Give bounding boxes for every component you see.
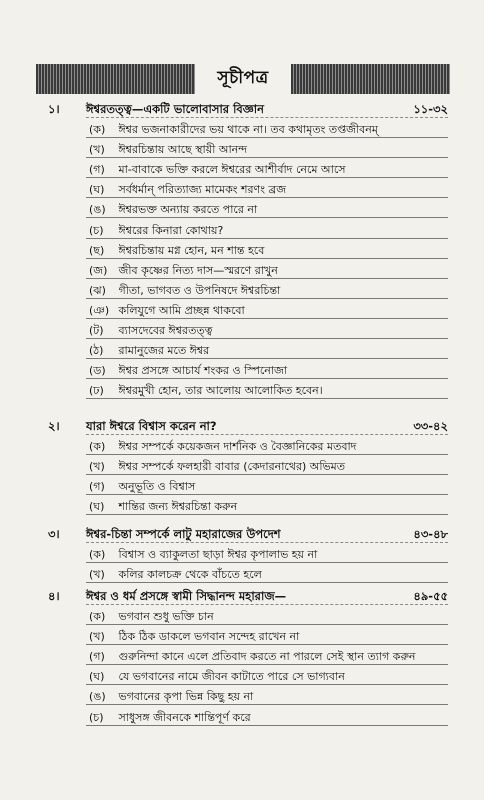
subitem-text: মা-বাবাকে ভক্তি করলে ঈশ্বরের আশীর্বাদ নেমে আসে [118, 163, 346, 177]
chapter-number: ৩। [48, 527, 60, 541]
toc-subitem [89, 181, 449, 201]
subitem-label: (গ) [89, 163, 105, 177]
subitem-text: ঈশ্বরের কিনারা কোথায়? [118, 223, 224, 237]
subitem-text: অনুভূতি ও বিশ্বাস [118, 480, 196, 494]
subitem-label: (ঞ) [89, 303, 110, 317]
subitem-text: রামানুজের মতে ঈশ্বর [118, 344, 210, 358]
subitem-label: (খ) [89, 143, 105, 157]
subitem-text: ভগবানের কৃপা ভিন্ন কিছু হয় না [118, 690, 254, 704]
row-rule [86, 378, 448, 379]
subitem-text: শান্তির জন্য ঈশ্বরচিন্তা করুন [118, 500, 238, 514]
row-rule [86, 398, 448, 399]
heading-divider [86, 434, 448, 435]
heading-divider [86, 117, 448, 118]
toc-subitem [89, 668, 449, 688]
row-rule [86, 582, 448, 583]
row-rule [86, 358, 448, 359]
toc-subitem [89, 282, 449, 302]
chapter-heading [36, 526, 450, 546]
chapter-title: ঈশ্বরতত্ত্ব—একটি ভালোবাসার বিজ্ঞান [86, 102, 265, 116]
subitem-label: (ঠ) [89, 344, 104, 358]
toc-subitem [89, 648, 449, 668]
row-rule [86, 137, 448, 138]
subitem-text: ঈশ্বর ভজনাকারীদের ভয় থাকে না। তব কথামৃতং তপ্তজীবনম্ [118, 123, 378, 136]
title-banner [36, 64, 450, 94]
subitem-label: (ঘ) [89, 500, 105, 514]
subitem-text: ঈশ্বরমুখী হোন, তার আলোয় আলোকিত হবেন। [118, 384, 323, 398]
row-rule [86, 664, 448, 665]
toc-subitem [89, 201, 449, 221]
chapter-page-range: ৩৩-৪২ [413, 419, 448, 433]
subitem-text: গীতা, ভাগবত ও উপনিষদে ঈশ্বরচিন্তা [118, 283, 281, 297]
chapter-title: যারা ঈশ্বরে বিশ্বাস করেন না? [86, 419, 217, 433]
page-title: সূচীপত্র [195, 64, 291, 94]
row-rule [86, 514, 448, 515]
row-rule [86, 157, 448, 158]
chapter-page-range: ৪৩-৪৮ [413, 527, 448, 541]
subitem-text: ব্যাসদেবের ঈশ্বরতত্ত্ব [118, 324, 213, 337]
row-rule [86, 177, 448, 178]
subitem-text: গুরুনিন্দা কানে এলে প্রতিবাদ করতে না পারলে সেই স্থান ত্যাগ করুন [118, 650, 416, 664]
row-rule [86, 494, 448, 495]
subitem-label: (ক) [89, 548, 106, 561]
toc-subitem [89, 498, 449, 518]
toc-subitem [89, 242, 449, 262]
subitem-label: (ঘ) [89, 183, 105, 197]
toc-subitem [89, 709, 449, 729]
chapter-page-range: ৪৯-৫৫ [413, 589, 448, 603]
toc-subitem [89, 322, 449, 342]
row-rule [86, 217, 448, 218]
subitem-label: (জ) [89, 263, 108, 277]
subitem-label: (ঙ) [89, 203, 106, 217]
heading-divider [86, 542, 448, 543]
chapter-page-range: ১১-৩২ [413, 102, 448, 116]
subitem-text: ঈশ্বরভক্ত অন্যায় করতে পারে না [118, 203, 258, 217]
toc-subitem [89, 438, 449, 458]
subitem-label: (গ) [89, 650, 105, 664]
row-rule [86, 704, 448, 705]
row-rule [86, 338, 448, 339]
toc-subitem [89, 342, 449, 362]
subitem-text: বিশ্বাস ও ব্যাকুলতা ছাড়া ঈশ্বর কৃপালাভ হয় না [118, 548, 318, 561]
subitem-label: (ঢ) [89, 384, 104, 398]
toc-subitem [89, 566, 449, 586]
subitem-text: ঈশ্বর সম্পর্কে ফলহারী বাবার (কেদারনাথের) অভিমত [118, 460, 346, 474]
subitem-label: (খ) [89, 460, 105, 474]
toc-subitem [89, 141, 449, 161]
chapter-title: ঈশ্বর ও ধর্ম প্রসঙ্গে স্বামী সিদ্ধানন্দ মহারাজ— [86, 589, 287, 603]
row-rule [86, 644, 448, 645]
subitem-text: ঈশ্বর সম্পর্কে কয়েকজন দার্শনিক ও বৈজ্ঞানিকের মতবাদ [118, 440, 357, 453]
row-rule [86, 474, 448, 475]
subitem-text: ঠিক ঠিক ডাকলে ভগবান সন্দেহ রাখেন না [118, 630, 300, 644]
subitem-text: যে ভগবানের নামে জীবন কাটাতে পারে সে ভাগ্যবান [118, 670, 345, 684]
toc-subitem [89, 302, 449, 322]
toc-subitem [89, 161, 449, 181]
subitem-text: জীব কৃষ্ণের নিত্য দাস—স্মরণে রাখুন [118, 263, 278, 277]
toc-subitem [89, 262, 449, 282]
chapter-heading [36, 418, 450, 438]
subitem-text: সর্বধর্মান্‌ পরিত্যাজ্য মামেকং শরণং ব্রজ [118, 183, 287, 197]
subitem-label: (চ) [89, 223, 104, 237]
row-rule [86, 278, 448, 279]
subitem-label: (ঝ) [89, 283, 106, 297]
toc-subitem [89, 121, 449, 141]
heading-divider [86, 604, 448, 605]
row-rule [86, 624, 448, 625]
subitem-label: (ক) [89, 440, 106, 453]
chapter-number: ৪। [48, 589, 60, 603]
row-rule [86, 318, 448, 319]
subitem-label: (ঘ) [89, 670, 105, 684]
toc-subitem [89, 688, 449, 708]
subitem-label: (ছ) [89, 243, 105, 257]
toc-subitem [89, 222, 449, 242]
subitem-label: (ক) [89, 610, 106, 623]
row-rule [86, 298, 448, 299]
toc-subitem [89, 608, 449, 628]
row-rule [86, 197, 448, 198]
subitem-text: ঈশ্বর প্রসঙ্গে আচার্য শংকর ও স্পিনোজা [118, 364, 288, 378]
subitem-text: কলির কালচক্র থেকে বাঁচতে হলে [118, 568, 262, 582]
row-rule [86, 238, 448, 239]
chapter-number: ২। [48, 419, 60, 433]
chapter-heading [36, 101, 450, 121]
subitem-text: কলিযুগে আমি প্রচ্ছন্ন থাকবো [118, 303, 245, 317]
subitem-text: ঈশ্বরচিন্তায় আছে স্থায়ী আনন্দ [118, 143, 248, 157]
subitem-label: (চ) [89, 710, 104, 724]
subitem-label: (ঙ) [89, 690, 106, 704]
subitem-text: ভগবান শুধু ভক্তি চান [118, 610, 214, 623]
subitem-label: (গ) [89, 480, 105, 494]
chapter-title: ঈশ্বর-চিন্তা সম্পর্কে লাটু মহারাজের উপদেশ [86, 527, 281, 541]
toc-subitem [89, 362, 449, 382]
row-rule [86, 684, 448, 685]
toc-subitem [89, 382, 449, 402]
row-rule [86, 562, 448, 563]
subitem-label: (ক) [89, 123, 106, 136]
toc-subitem [89, 478, 449, 498]
subitem-label: (খ) [89, 630, 105, 644]
row-rule [86, 725, 448, 726]
subitem-label: (ড) [89, 364, 106, 378]
subitem-text: সাধুসঙ্গ জীবনকে শান্তিপূর্ণ করে [118, 710, 251, 724]
chapter-heading [36, 588, 450, 608]
chapter-number: ১। [48, 102, 60, 116]
toc-subitem [89, 458, 449, 478]
toc-subitem [89, 546, 449, 566]
subitem-label: (খ) [89, 568, 105, 582]
row-rule [86, 454, 448, 455]
toc-subitem [89, 628, 449, 648]
subitem-label: (ট) [89, 324, 104, 337]
subitem-text: ঈশ্বরচিন্তায় মগ্ন হোন, মন শান্ত হবে [118, 243, 265, 257]
row-rule [86, 258, 448, 259]
